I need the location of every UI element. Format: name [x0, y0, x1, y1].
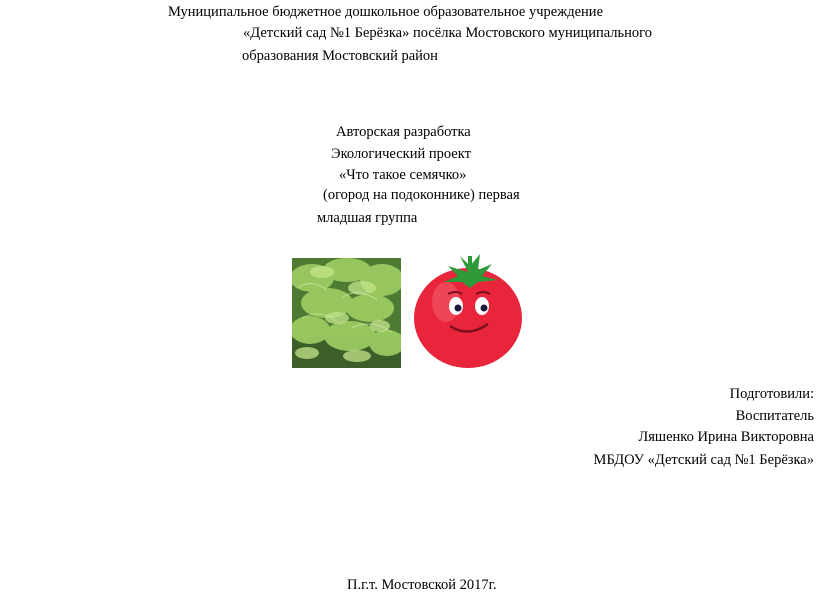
footer-place-year: П.г.т. Мостовской 2017г.	[347, 577, 497, 593]
title-line-4: (огород на подоконнике) первая	[323, 187, 520, 203]
prepared-by-org: МБДОУ «Детский сад №1 Берёзка»	[593, 452, 814, 468]
title-line-1: Авторская разработка	[336, 124, 471, 140]
header-line-3: образования Мостовский район	[242, 48, 438, 64]
prepared-by-label: Подготовили:	[729, 386, 814, 402]
prepared-by-role: Воспитатель	[735, 408, 814, 424]
lettuce-photo	[292, 258, 401, 368]
title-line-3: «Что такое семячко»	[339, 167, 467, 183]
prepared-by-name: Ляшенко Ирина Викторовна	[638, 429, 814, 445]
title-line-5: младшая группа	[317, 210, 418, 226]
title-line-2: Экологический проект	[331, 146, 471, 162]
tomato-icon	[408, 252, 530, 372]
header-line-1: Муниципальное бюджетное дошкольное образовательное учреждение	[168, 4, 603, 20]
header-line-2: «Детский сад №1 Берёзка» посёлка Мостовского муниципального	[243, 25, 653, 41]
